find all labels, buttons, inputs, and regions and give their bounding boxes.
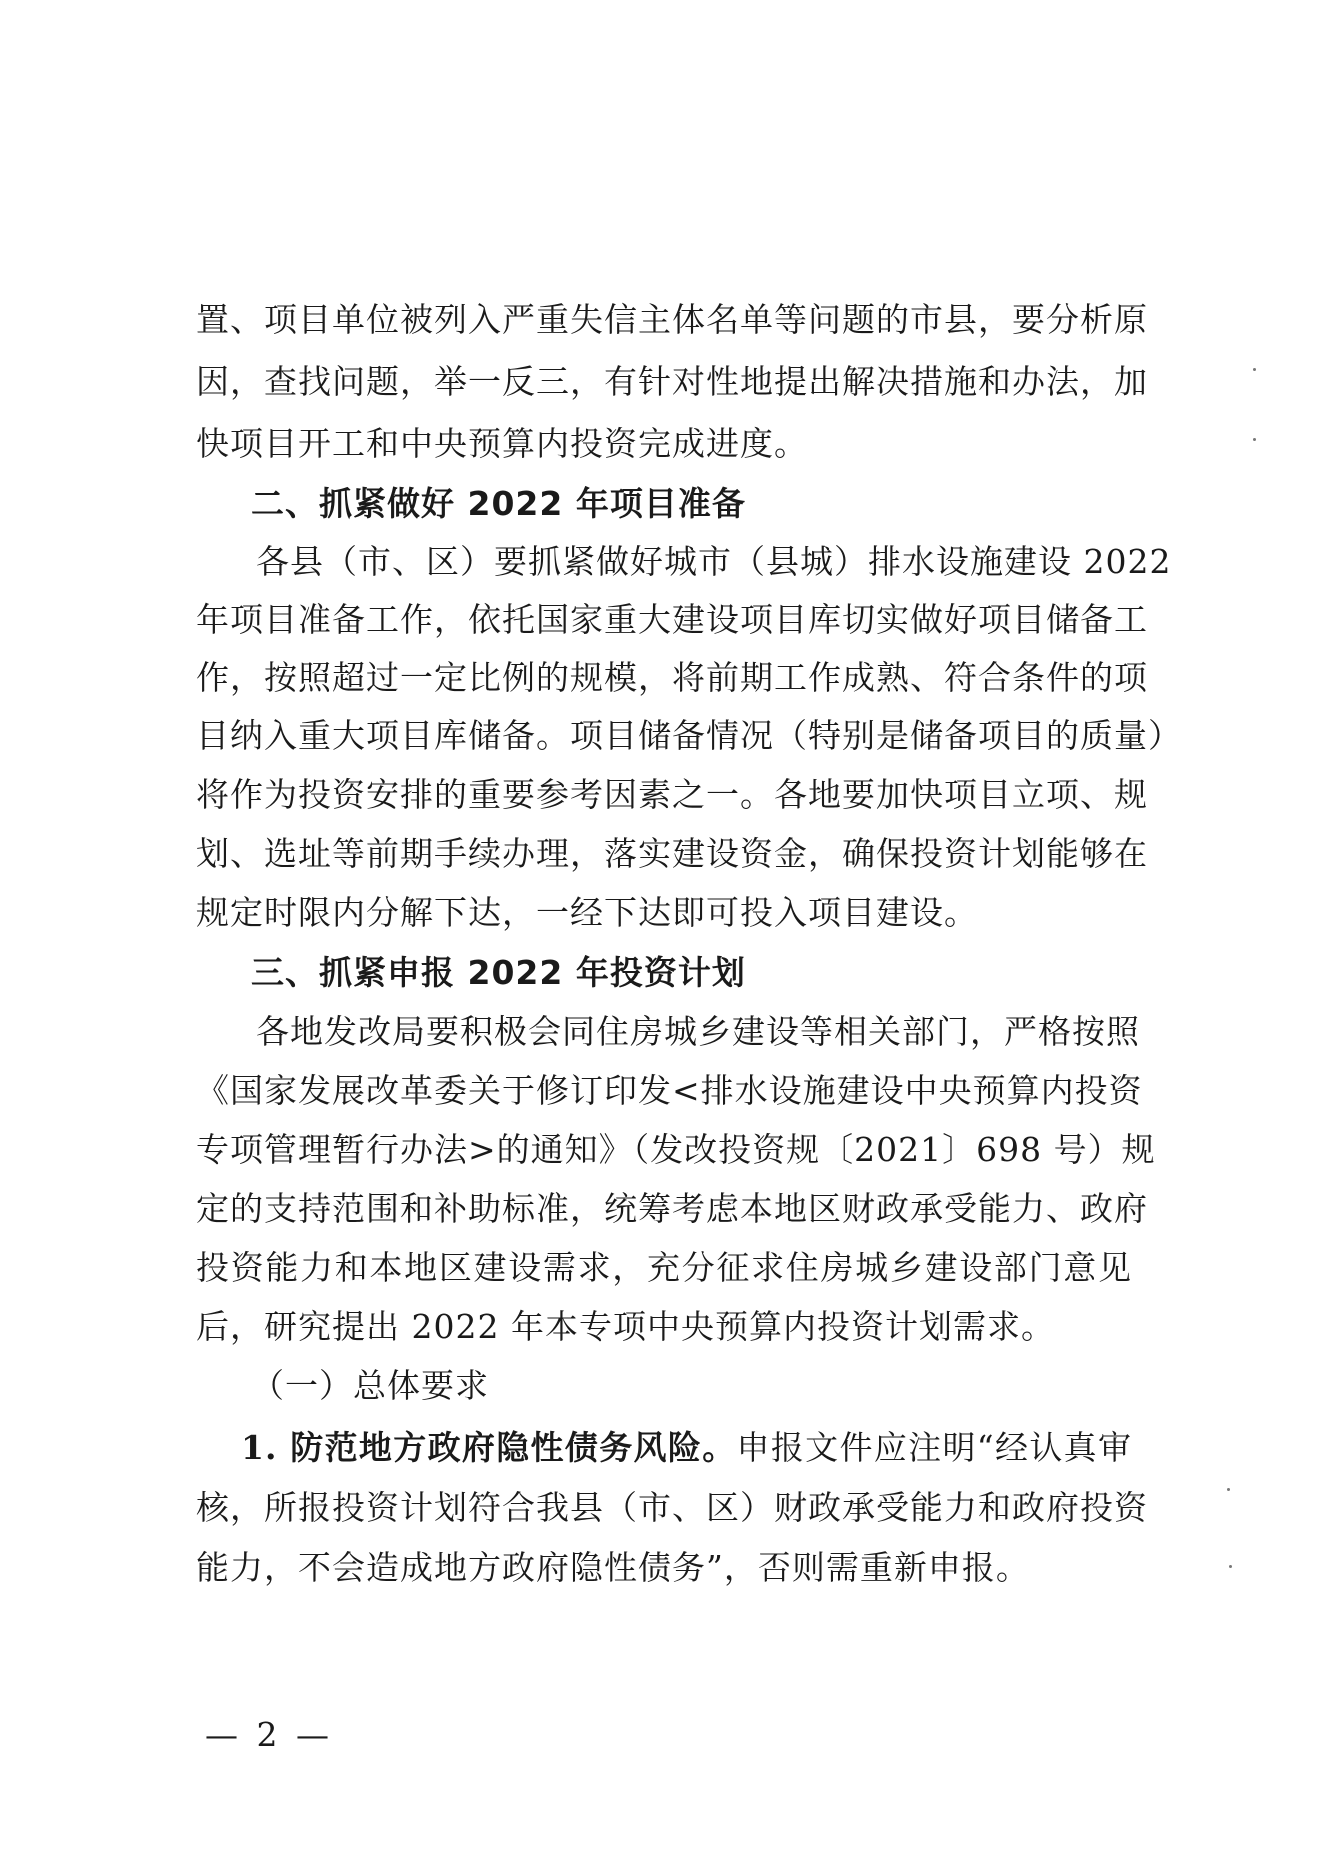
body-line: 各县（市、区）要抓紧做好城市（县城）排水设施建设 2022 xyxy=(256,542,1172,581)
section-heading-2: 二、抓紧做好 2022 年项目准备 xyxy=(251,484,746,523)
body-line: 《国家发展改革委关于修订印发<排水设施建设中央预算内投资 xyxy=(196,1071,1143,1110)
body-line: 将作为投资安排的重要参考因素之一。各地要加快项目立项、规 xyxy=(196,775,1148,814)
body-line: 能力，不会造成地方政府隐性债务”，否则需重新申报。 xyxy=(196,1548,1030,1587)
item-1-lead: 1. 防范地方政府隐性债务风险。 xyxy=(241,1428,737,1467)
body-line: 置、项目单位被列入严重失信主体名单等问题的市县，要分析原 xyxy=(196,300,1148,339)
body-line: 投资能力和本地区建设需求，充分征求住房城乡建设部门意见 xyxy=(196,1248,1132,1287)
body-line: 专项管理暂行办法>的通知》（发改投资规〔2021〕698 号）规 xyxy=(196,1130,1156,1169)
item-1-text: 申报文件应注明“经认真审 xyxy=(736,1428,1132,1467)
body-line: 因，查找问题，举一反三，有针对性地提出解决措施和办法，加 xyxy=(196,362,1148,401)
body-line: 作，按照超过一定比例的规模，将前期工作成熟、符合条件的项 xyxy=(196,658,1148,697)
scan-speck xyxy=(1253,368,1256,371)
body-line: 规定时限内分解下达，一经下达即可投入项目建设。 xyxy=(196,893,978,932)
section-heading-3: 三、抓紧申报 2022 年投资计划 xyxy=(251,953,746,992)
scan-speck xyxy=(1253,438,1256,441)
subsection-heading: （一）总体要求 xyxy=(251,1366,489,1405)
scan-speck xyxy=(1229,1565,1232,1568)
body-line: 快项目开工和中央预算内投资完成进度。 xyxy=(196,424,808,463)
body-line: 定的支持范围和补助标准，统筹考虑本地区财政承受能力、政府 xyxy=(196,1189,1148,1228)
body-line: 年项目准备工作，依托国家重大建设项目库切实做好项目储备工 xyxy=(196,600,1148,639)
body-line: 后，研究提出 2022 年本专项中央预算内投资计划需求。 xyxy=(196,1307,1055,1346)
page-number: — 2 — xyxy=(205,1715,333,1754)
item-1-line xyxy=(241,1428,1132,1468)
body-line: 划、选址等前期手续办理，落实建设资金，确保投资计划能够在 xyxy=(196,834,1148,873)
body-line: 核，所报投资计划符合我县（市、区）财政承受能力和政府投资 xyxy=(196,1488,1148,1527)
body-line: 各地发改局要积极会同住房城乡建设等相关部门，严格按照 xyxy=(256,1012,1140,1051)
body-line: 目纳入重大项目库储备。项目储备情况（特别是储备项目的质量） xyxy=(196,716,1182,755)
scan-speck xyxy=(1227,1488,1230,1491)
